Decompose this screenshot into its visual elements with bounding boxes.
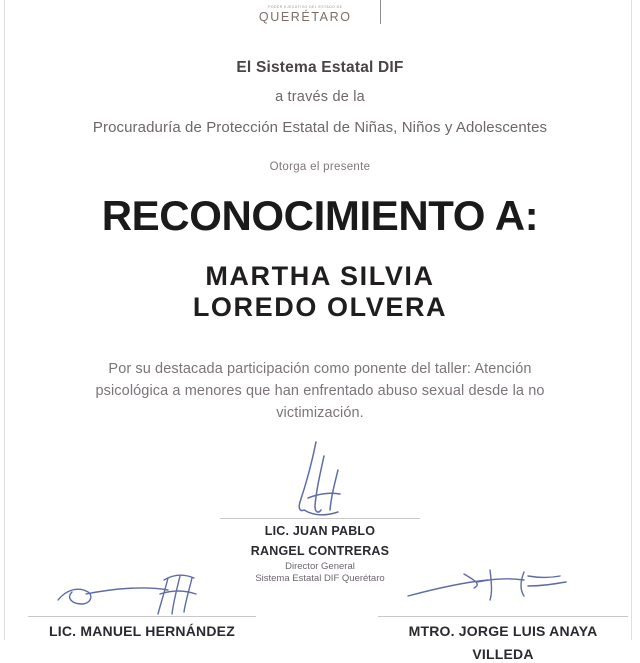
signature-mark-right <box>378 566 628 616</box>
page-title: RECONOCIMIENTO A: <box>101 192 539 239</box>
queretaro-state-crest-icon <box>282 0 328 4</box>
issuer-name: El Sistema Estatal DIF <box>236 59 404 76</box>
signature-block-right <box>378 566 628 663</box>
signature-block-left <box>28 566 256 640</box>
signer-name-left: LIC. MANUEL HERNÁNDEZ <box>49 623 235 639</box>
signature-rule-director <box>220 518 420 519</box>
recipient-name-line-1: MARTHA SILVIA <box>205 261 435 291</box>
signer-org-director: Sistema Estatal DIF Querétaro <box>255 573 385 584</box>
signer-role-director: Director General <box>285 561 355 572</box>
letterhead-divider <box>380 0 382 24</box>
signature-mark-director <box>220 440 420 518</box>
award-description: Por su destacada participación como ponente del taller: Atención psicológica a menores que han enfrentado abuso sexual desde la no victimización. <box>95 361 545 421</box>
signer-name-right-line-1: MTRO. JORGE LUIS ANAYA <box>408 623 598 639</box>
signature-rule-right <box>378 616 628 617</box>
signature-mark-left <box>28 566 256 616</box>
signer-name-director-line-1: LIC. JUAN PABLO <box>264 524 376 538</box>
handwritten-signature-icon <box>220 440 420 518</box>
signature-rule-left <box>28 616 256 617</box>
handwritten-signature-icon <box>378 566 628 616</box>
signer-name-right-line-2: VILLEDA <box>472 646 534 662</box>
recipient-name-line-2: LOREDO OLVERA <box>192 292 448 322</box>
award-preamble: Otorga el presente <box>269 161 371 173</box>
issuing-office: Procuraduría de Protección Estatal de Niñas, Niños y Adolescentes <box>92 119 548 136</box>
crest-microtext: PODER EJECUTIVO DEL ESTADO DE <box>268 4 343 10</box>
letterhead <box>0 0 640 34</box>
issuer-connector: a través de la <box>275 89 365 105</box>
signature-block-director <box>220 440 420 585</box>
handwritten-signature-icon <box>28 566 256 616</box>
crest-state-label: QUERÉTARO <box>258 10 352 24</box>
queretaro-logo <box>259 0 352 24</box>
signer-name-director-line-2: RANGEL CONTRERAS <box>250 544 390 558</box>
